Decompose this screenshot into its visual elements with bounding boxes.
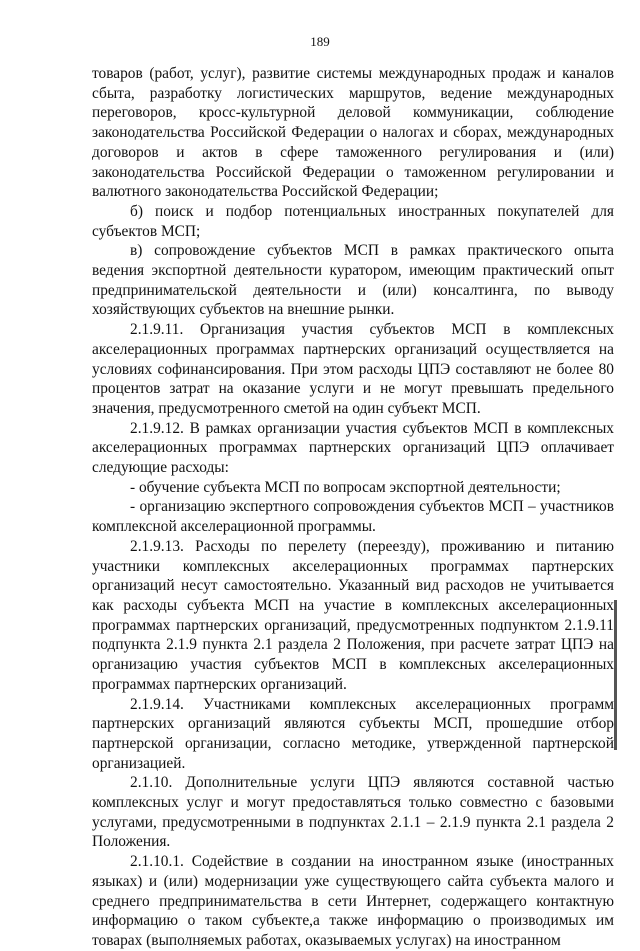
paragraph-2-1-9-12: 2.1.9.12. В рамках организации участия субъектов МСП в комплексных акселерационных программах партнерских организаций ЦПЭ оплачивает следующие расходы: (92, 419, 614, 477)
paragraph-2-1-9-11: 2.1.9.11. Организация участия субъектов МСП в комплексных акселерационных программах партнерских организаций осуществляется на условиях софинансирования. При этом расходы ЦПЭ составляют не более 80 процентов затрат на оказание услуги и не могут превышать предельного значения, предусмотренного сметой на один субъект МСП. (92, 321, 614, 417)
paragraph-2-1-10-1: 2.1.10.1. Содействие в создании на иностранном языке (иностранных языках) и (или) модернизации уже существующего сайта субъекта малого и среднего предпринимательства в сети Интернет, содержащего контактную информацию о таком субъекте,а также информацию о производимых им товарах (выполняемых работах, оказываемых услугах) на иностранном (92, 853, 614, 949)
paragraph-item-v: в) сопровождение субъектов МСП в рамках практического опыта ведения экспортной деятельности куратором, имеющим практический опыт предпринимательской деятельности и (или) консалтинга, по выводу хозяйствующих субъектов на внешние рынки. (92, 242, 614, 319)
page-number: 189 (310, 34, 330, 49)
paragraph-2-1-9-13: 2.1.9.13. Расходы по перелету (переезду), проживанию и питанию участники комплексных акселерационных программах партнерских организаций несут самостоятельно. Указанный вид расходов не учитывается как расходы субъекта МСП на участие в комплексных акселерационных программах партнерских организаций, предусмотренных подпунктом 2.1.9.11 подпункта 2.1.9 пункта 2.1 раздела 2 Положения, при расчете затрат ЦПЭ на организацию участия субъектов МСП в комплексных акселерационных программах партнерских организаций. (92, 537, 614, 693)
paragraph-continuation: товаров (работ, услуг), развитие системы международных продаж и каналов сбыта, разработку логистических маршрутов, ведение международных переговоров, кросс-культурной деловой коммуникации, соблюдение законодательства Российской Федерации о налогах и сборах, международных договоров и актов в сфере таможенного регулирования и (или) законодательства Российской Федерации о таможенном регулировании и валютного законодательства Российской Федерации; (92, 65, 614, 201)
list-item-training: - обучение субъекта МСП по вопросам экспортной деятельности; (130, 478, 561, 496)
list-item-expert-support: - организацию экспертного сопровождения субъектов МСП – участников комплексной акселерационной программы. (92, 498, 614, 536)
document-body (92, 64, 614, 951)
paragraph-2-1-9-14: 2.1.9.14. Участниками комплексных акселерационных программ партнерских организаций являются субъекты МСП, прошедшие отбор партнерской организации, согласно методике, утвержденной партнерской организацией. (92, 695, 614, 772)
paragraph-item-b: б) поиск и подбор потенциальных иностранных покупателей для субъектов МСП; (92, 202, 614, 240)
paragraph-2-1-10: 2.1.10. Дополнительные услуги ЦПЭ являются составной частью комплексных услуг и могут предоставляться только совместно с базовыми услугами, предусмотренными в подпунктах 2.1.1 – 2.1.9 пункта 2.1 раздела 2 Положения. (92, 774, 614, 851)
scan-edge-mark (614, 600, 617, 750)
